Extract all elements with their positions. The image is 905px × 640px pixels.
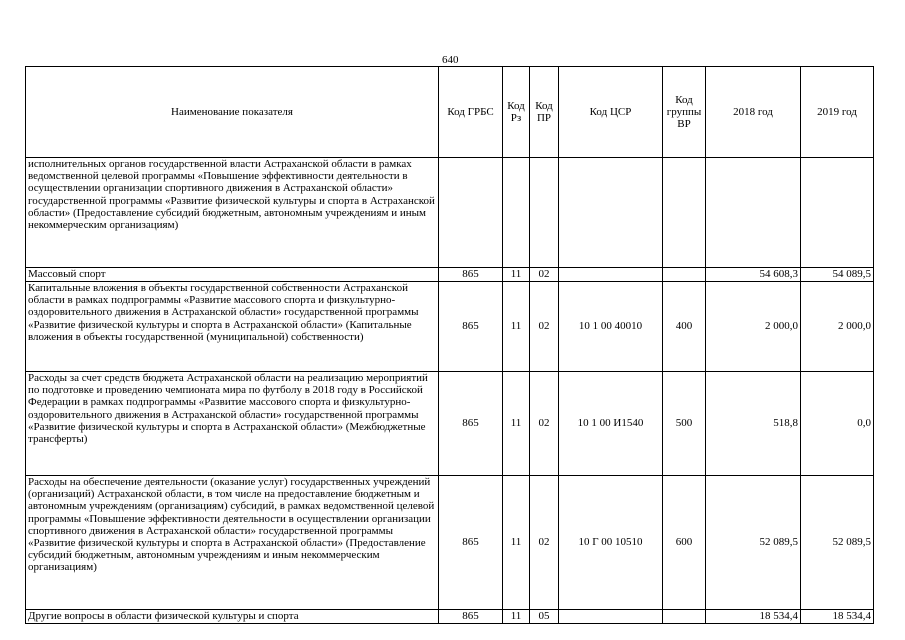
row-pr: 02 (530, 372, 559, 476)
row-pr (530, 158, 559, 268)
header-vr: Код группы ВР (663, 67, 706, 158)
row-2018: 52 089,5 (706, 476, 801, 610)
row-2019: 2 000,0 (801, 282, 874, 372)
row-name: Расходы на обеспечение деятельности (оказание услуг) государственных учреждений (организаций) Астраханской области, в том числе на предоставление бюджетным и автономным учреждениям (организациям) субсидий, в рамках ведомственной целевой программы «Повышение эффективности деятельности в осуществлении организации спортивного движения в Астраханской области» государственной программы «Развитие физической культуры и спорта в Астраханской области» (Предоставление субсидий бюджетным, автономным учреждениям и иным некоммерческим организациям) (26, 476, 439, 610)
row-rz: 11 (503, 610, 530, 624)
header-pr: Код ПР (530, 67, 559, 158)
row-grbs: 865 (439, 282, 503, 372)
row-grbs: 865 (439, 372, 503, 476)
header-2018: 2018 год (706, 67, 801, 158)
row-rz: 11 (503, 372, 530, 476)
row-vr (663, 158, 706, 268)
row-name: исполнительных органов государственной власти Астраханской области в рамках ведомственной целевой программы «Повышение эффективности деятельности в осуществлении организации спортивного движения в Астраханской области» государственной программы «Развитие физической культуры и спорта в Астраханской области» (Предоставление субсидий бюджетным, автономным учреждениям и иным некоммерческим организациям) (26, 158, 439, 268)
row-grbs (439, 158, 503, 268)
page-number: 640 (442, 54, 459, 66)
row-2018: 2 000,0 (706, 282, 801, 372)
row-csr: 10 1 00 И1540 (559, 372, 663, 476)
row-csr: 10 Г 00 10510 (559, 476, 663, 610)
table-row (26, 268, 874, 282)
header-csr: Код ЦСР (559, 67, 663, 158)
table-row (26, 610, 874, 624)
row-pr: 05 (530, 610, 559, 624)
row-2018: 18 534,4 (706, 610, 801, 624)
row-grbs: 865 (439, 268, 503, 282)
row-2019: 0,0 (801, 372, 874, 476)
row-rz: 11 (503, 282, 530, 372)
row-rz: 11 (503, 268, 530, 282)
header-name: Наименование показателя (26, 67, 439, 158)
row-grbs: 865 (439, 610, 503, 624)
row-name: Расходы за счет средств бюджета Астраханской области на реализацию мероприятий по подготовке и проведению чемпионата мира по футболу в 2018 году в Российской Федерации в рамках подпрограммы «Развитие массового спорта и физкультурно-оздоровительного движения в Астраханской области» государственной программы «Развитие физической культуры и спорта в Астраханской области» (Межбюджетные трансферты) (26, 372, 439, 476)
row-2019 (801, 158, 874, 268)
row-name: Другие вопросы в области физической культуры и спорта (26, 610, 439, 624)
header-2019: 2019 год (801, 67, 874, 158)
row-vr: 400 (663, 282, 706, 372)
header-row (26, 67, 874, 158)
row-2018: 54 608,3 (706, 268, 801, 282)
table-row (26, 282, 874, 372)
row-csr (559, 268, 663, 282)
row-2019: 18 534,4 (801, 610, 874, 624)
row-pr: 02 (530, 282, 559, 372)
table-row (26, 372, 874, 476)
row-vr (663, 268, 706, 282)
row-rz: 11 (503, 476, 530, 610)
row-vr: 500 (663, 372, 706, 476)
row-2019: 52 089,5 (801, 476, 874, 610)
table-row (26, 476, 874, 610)
row-pr: 02 (530, 268, 559, 282)
row-rz (503, 158, 530, 268)
row-csr (559, 158, 663, 268)
row-name: Массовый спорт (26, 268, 439, 282)
row-vr (663, 610, 706, 624)
row-grbs: 865 (439, 476, 503, 610)
row-2019: 54 089,5 (801, 268, 874, 282)
row-2018: 518,8 (706, 372, 801, 476)
row-pr: 02 (530, 476, 559, 610)
row-2018 (706, 158, 801, 268)
budget-table (25, 66, 874, 624)
header-rz: Код Рз (503, 67, 530, 158)
header-grbs: Код ГРБС (439, 67, 503, 158)
row-vr: 600 (663, 476, 706, 610)
row-csr: 10 1 00 40010 (559, 282, 663, 372)
row-csr (559, 610, 663, 624)
row-name: Капитальные вложения в объекты государственной собственности Астраханской области в рамках подпрограммы «Развитие массового спорта и физкультурно-оздоровительного движения в Астраханской области» государственной программы «Развитие физической культуры и спорта в Астраханской области» (Капитальные вложения в объекты государственной (муниципальной) собственности) (26, 282, 439, 372)
table-row (26, 158, 874, 268)
